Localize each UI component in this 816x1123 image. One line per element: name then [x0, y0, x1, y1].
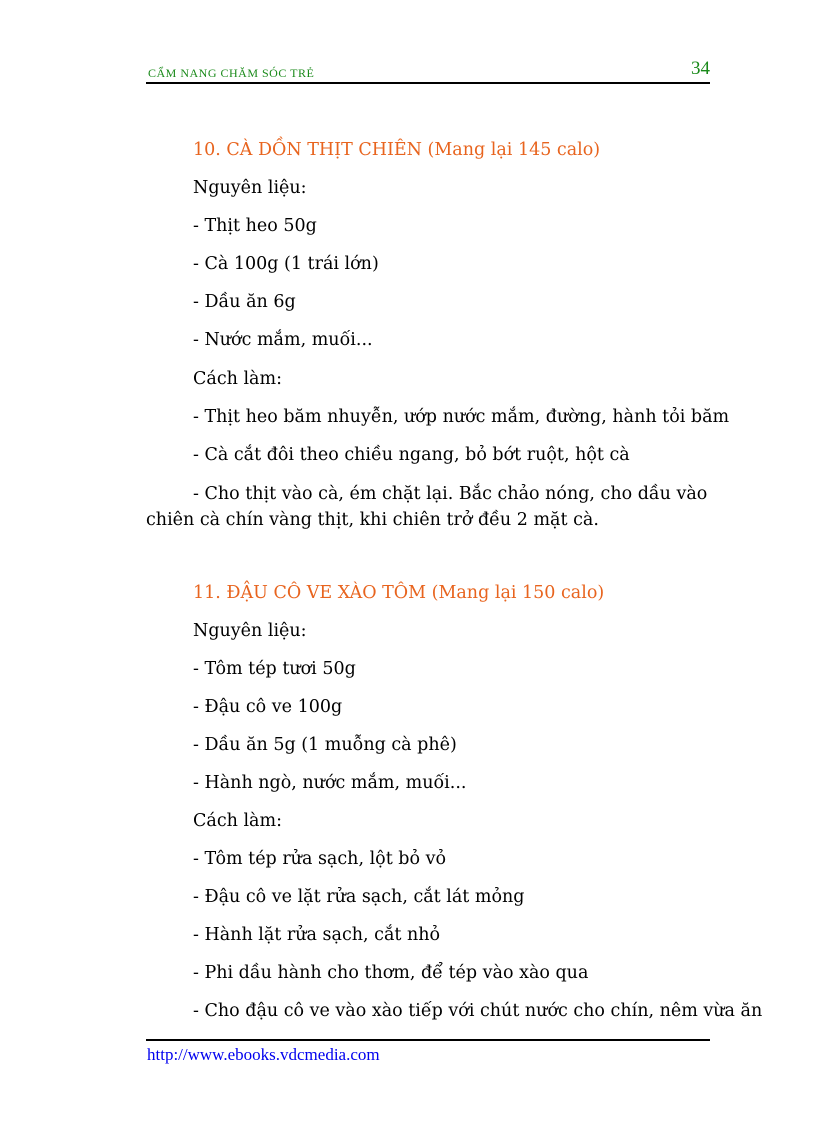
ingredient-item: - Cà 100g (1 trái lớn) [193, 254, 379, 274]
ingredients-label: Nguyên liệu: [193, 621, 307, 641]
method-step: - Cho đậu cô ve vào xào tiếp với chút nước cho chín, nêm vừa ăn [193, 1001, 763, 1021]
ingredient-item: - Thịt heo 50g [193, 216, 317, 236]
method-step-paragraph: - Cho thịt vào cà, ém chặt lại. Bắc chảo nóng, cho dầu vào chiên cà chín vàng thịt, khi chiên trở đều 2 mặt cà. [146, 484, 708, 530]
method-step: - Hành lặt rửa sạch, cắt nhỏ [193, 925, 441, 945]
method-label: Cách làm: [193, 369, 282, 389]
footer-website-link[interactable]: http://www.ebooks.vdcmedia.com [147, 1045, 380, 1064]
recipe-heading: 11. ĐẬU CÔ VE XÀO TÔM (Mang lại 150 calo) [193, 583, 605, 603]
ingredient-item: - Nước mắm, muối... [193, 330, 373, 350]
page-header [146, 58, 710, 84]
ingredient-item: - Dầu ăn 6g [193, 292, 296, 312]
method-step: - Phi dầu hành cho thơm, để tép vào xào qua [193, 963, 589, 983]
method-label: Cách làm: [193, 811, 282, 831]
header-title: CẨM NANG CHĂM SÓC TRẺ [148, 66, 315, 80]
footer-divider [146, 1039, 710, 1041]
ingredients-label: Nguyên liệu: [193, 178, 307, 198]
recipe-heading: 10. CÀ DỒN THỊT CHIÊN (Mang lại 145 calo) [193, 140, 601, 160]
ingredient-item: - Hành ngò, nước mắm, muối... [193, 773, 467, 793]
method-step: - Tôm tép rửa sạch, lột bỏ vỏ [193, 849, 447, 869]
method-step: - Cà cắt đôi theo chiều ngang, bỏ bớt ruột, hột cà [193, 445, 630, 465]
ingredient-item: - Dầu ăn 5g (1 muỗng cà phê) [193, 735, 457, 755]
ingredient-item: - Đậu cô ve 100g [193, 697, 343, 717]
ingredient-item: - Tôm tép tươi 50g [193, 659, 356, 679]
method-step: - Đậu cô ve lặt rửa sạch, cắt lát mỏng [193, 887, 525, 907]
page-number: 34 [691, 58, 710, 79]
method-step: - Thịt heo băm nhuyễn, ướp nước mắm, đường, hành tỏi băm [193, 407, 730, 427]
